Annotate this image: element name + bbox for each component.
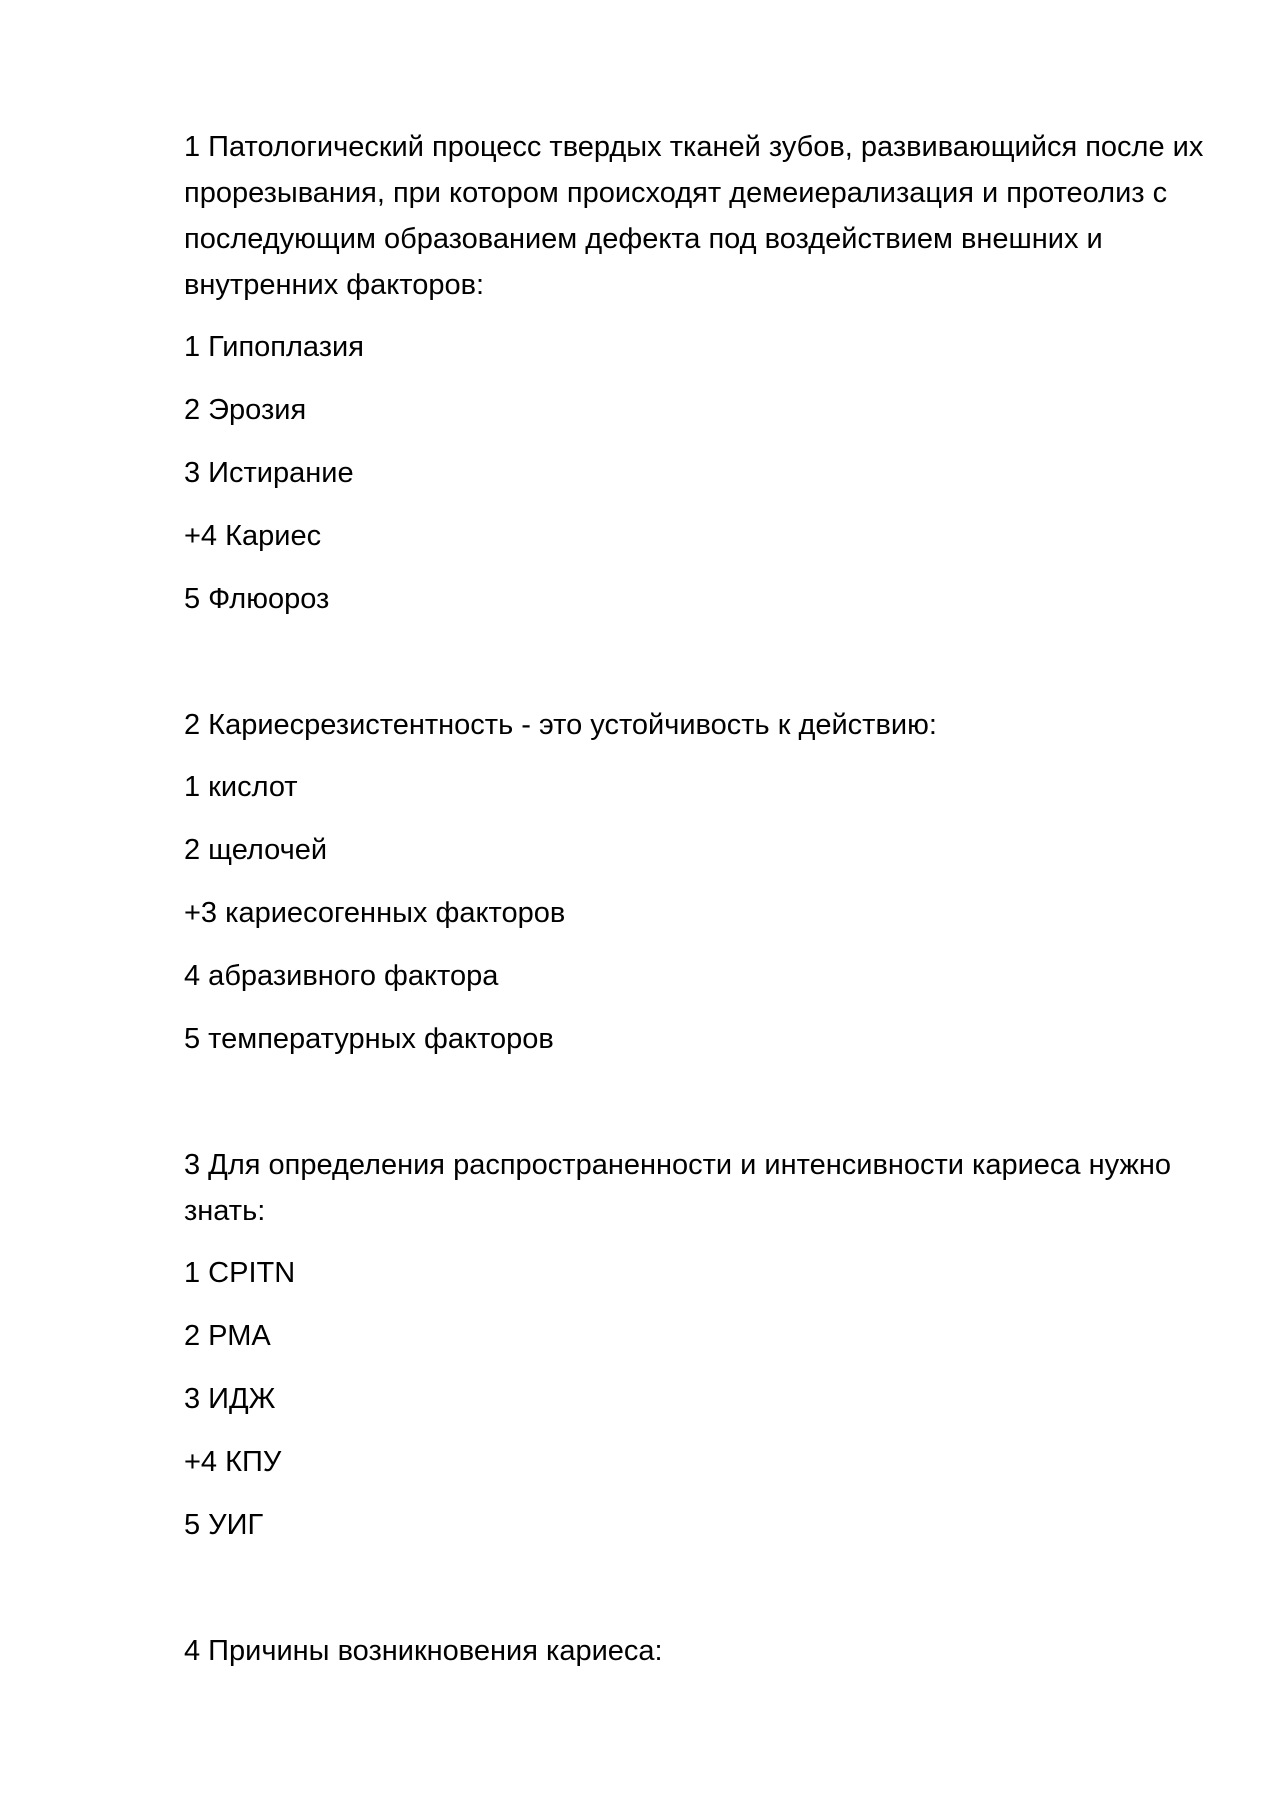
- answer-option: 1 CPITN: [184, 1257, 296, 1289]
- question-3: [184, 1142, 1204, 1548]
- answer-option: 3 Истирание: [184, 457, 354, 489]
- spacer: [184, 1565, 1204, 1628]
- answer-option: 2 Эрозия: [184, 394, 307, 426]
- answer-option: 2 РМА: [184, 1320, 271, 1352]
- answer-option: 2 щелочей: [184, 834, 328, 866]
- answer-option: 5 УИГ: [184, 1509, 264, 1541]
- answer-option-correct: +3 кариесогенных факторов: [184, 897, 566, 929]
- answer-option: 1 Гипоплазия: [184, 331, 364, 363]
- answer-option: 5 температурных факторов: [184, 1023, 554, 1055]
- document-content: [184, 124, 1204, 1690]
- answer-option-correct: +4 КПУ: [184, 1446, 282, 1478]
- question-text: 4 Причины возникновения кариеса:: [184, 1635, 663, 1667]
- question-1: [184, 124, 1204, 622]
- question-text: 1 Патологический процесс твердых тканей зубов, развивающийся после их прорезывания, при котором происходят демеиерализация и протеолиз с последующим образованием дефекта под воздействием внешних и внутренних факторов:: [184, 131, 1204, 301]
- answer-option-correct: +4 Кариес: [184, 520, 322, 552]
- answer-option: 3 ИДЖ: [184, 1383, 276, 1415]
- question-4: [184, 1628, 1204, 1674]
- answer-option: 4 абразивного фактора: [184, 960, 499, 992]
- spacer: [184, 639, 1204, 702]
- answer-option: 5 Флюороз: [184, 583, 330, 615]
- question-text: 2 Кариесрезистентность - это устойчивость к действию:: [184, 709, 937, 741]
- spacer: [184, 1079, 1204, 1142]
- question-text: 3 Для определения распространенности и интенсивности кариеса нужно знать:: [184, 1149, 1172, 1227]
- question-2: [184, 702, 1204, 1062]
- answer-option: 1 кислот: [184, 771, 298, 803]
